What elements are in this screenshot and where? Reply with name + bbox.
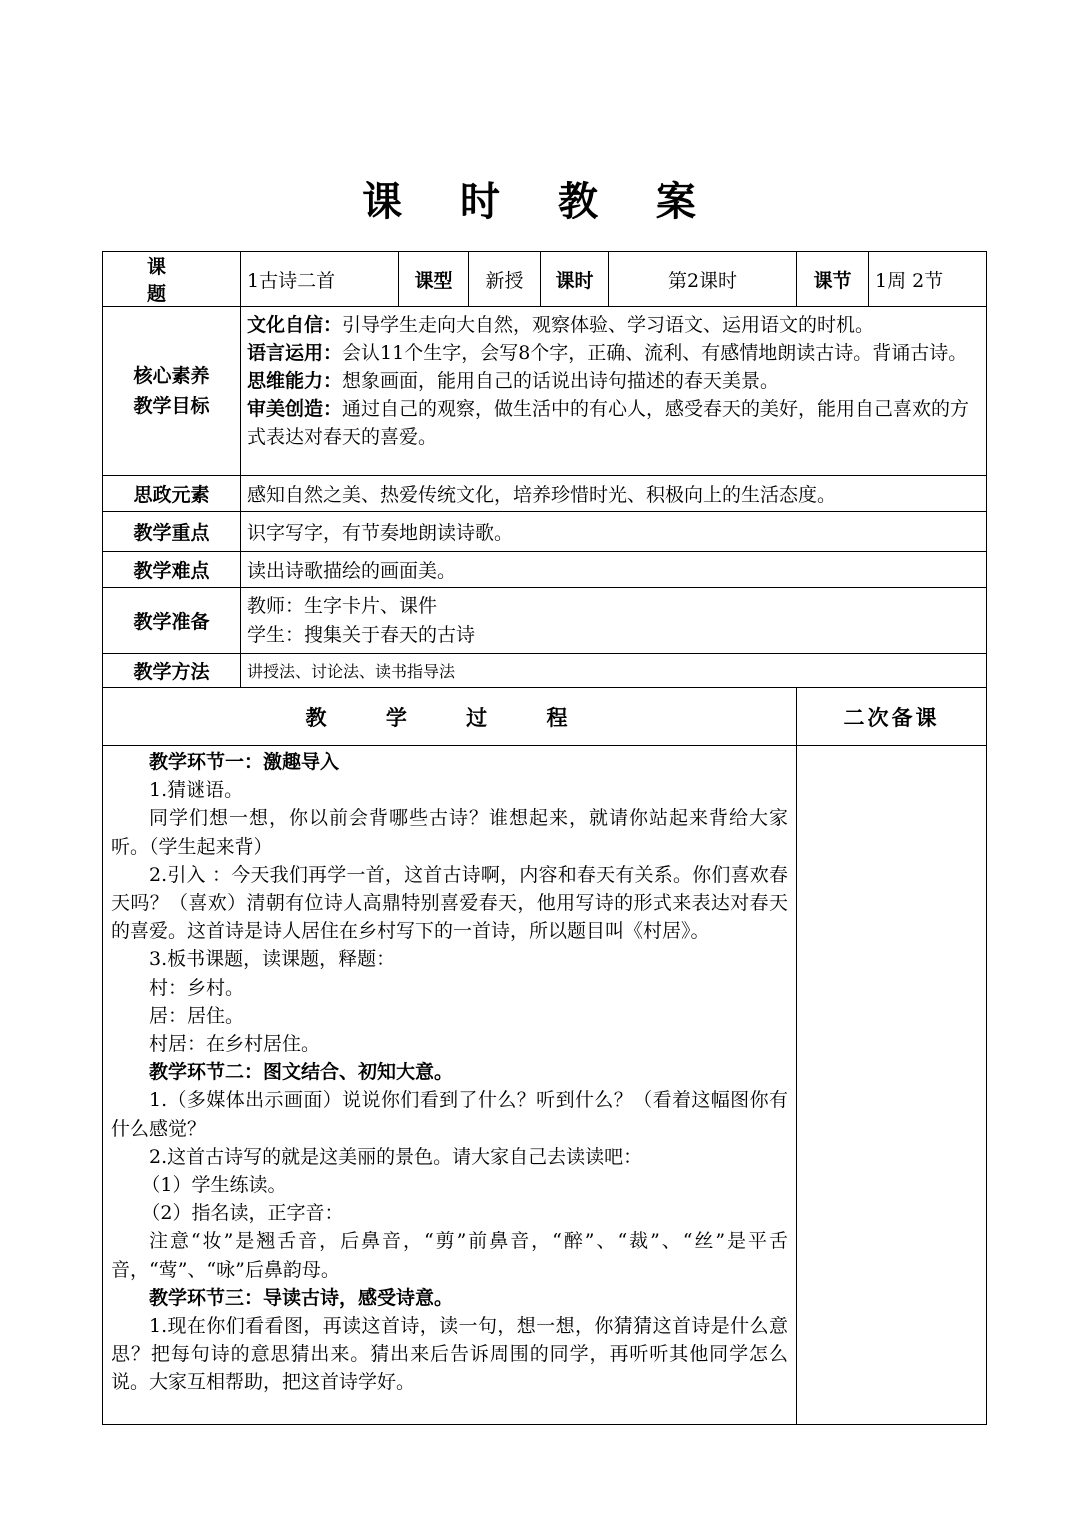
stage-title: 教学环节二：图文结合、初知大意。: [149, 1061, 454, 1084]
process-paragraph: 同学们想一想，你以前会背哪些古诗？谁想起来，就请你站起来背给大家听。（学生起来背）: [111, 807, 788, 858]
ideology-value: 感知自然之美、热爱传统文化，培养珍惜时光、积极向上的生活态度。: [241, 476, 987, 512]
prep-row: [103, 588, 987, 654]
process-paragraph: 村：乡村。: [149, 976, 245, 999]
period-value: 第2课时: [609, 252, 797, 307]
prep-label: 教学准备: [103, 588, 241, 654]
goal-text: 想象画面，能用自己的话说出诗句描述的春天美景。: [342, 370, 780, 392]
goal-head: 语言运用：: [247, 342, 343, 364]
difficulty-row: [103, 552, 987, 588]
process-paragraph: （1）学生练读。: [141, 1174, 287, 1197]
goals-label-line2: 教学目标: [133, 395, 210, 417]
header-row: [103, 252, 987, 307]
process-paragraph: 1.猜谜语。: [149, 779, 244, 802]
section-value: 1周 2节: [869, 252, 987, 307]
goal-head: 思维能力：: [247, 370, 343, 392]
stage-title: 教学环节一：激趣导入: [149, 751, 340, 773]
key-row: [103, 512, 987, 552]
page-title: 课 时 教 案: [362, 179, 718, 225]
difficulty-label: 教学难点: [103, 552, 241, 588]
process-paragraph: 2.这首古诗写的就是这美丽的景色。请大家自己去读读吧：: [149, 1145, 643, 1168]
prep-teacher: 教师：生字卡片、课件: [247, 594, 438, 617]
process-paragraph: 2.引入 ：今天我们再学一首，这首古诗啊，内容和春天有关系。你们喜欢春天吗？（喜欢）清朝有位诗人高鼎特别喜爱春天，他用写诗的形式来表达对春天的喜爱。这首诗是诗人居住在乡村写下的一首诗，所以题目叫《村居》。: [111, 863, 788, 943]
method-label: 教学方法: [103, 654, 241, 688]
goal-item: [247, 367, 980, 395]
process-paragraph: 注意“妆”是翘舌音，后鼻音，“剪”前鼻音，“醉”、“裁”、“丝”是平舌音，“莺”、“咏”后鼻韵母。: [111, 1230, 788, 1281]
process-paragraph: 1.（多媒体出示画面）说说你们看到了什么？听到什么？（看着这幅图你有什么感觉？: [111, 1089, 788, 1140]
prep-student: 学生：搜集关于春天的古诗: [247, 623, 476, 646]
goal-item: [247, 395, 980, 451]
process-paragraph: 3.板书课题，读课题，释题：: [149, 948, 396, 971]
goal-item: [247, 339, 980, 367]
ideology-row: [103, 476, 987, 512]
topic-label: 课 题: [103, 252, 241, 307]
section-label: 课节: [797, 252, 869, 307]
period-label: 课时: [541, 252, 609, 307]
goal-head: 审美创造：: [247, 398, 343, 420]
process-paragraph: 1.现在你们看看图，再读这首诗，读一句，想一想，你猜猜这首诗是什么意思？把每句诗的意思猜出来。猜出来后告诉周围的同学，再听听其他同学怎么说。大家互相帮助，把这首诗学好。: [111, 1315, 788, 1394]
second-prep-header: 二次备课: [797, 688, 987, 746]
key-value: 识字写字，有节奏地朗读诗歌。: [241, 512, 987, 552]
type-value: 新授: [469, 252, 541, 307]
prep-content: [241, 588, 987, 654]
ideology-label: 思政元素: [103, 476, 241, 512]
lesson-plan-table: [102, 251, 987, 1425]
goal-text: 会认11个生字，会写8个字，正确、流利、有感情地朗读古诗。背诵古诗。: [342, 342, 968, 364]
process-paragraph: （2）指名读，正字音：: [141, 1202, 344, 1225]
topic-value: 1古诗二首: [241, 252, 399, 307]
goal-text: 通过自己的观察，做生活中的有心人，感受春天的美好，能用自己喜欢的方式表达对春天的喜爱。: [247, 398, 970, 448]
method-value: 讲授法、讨论法、读书指导法: [241, 654, 987, 688]
goal-text: 引导学生走向大自然，观察体验、学习语文、运用语文的时机。: [342, 314, 875, 336]
goals-label: [103, 307, 241, 476]
goals-label-line1: 核心素养: [133, 365, 210, 387]
process-body-row: [103, 746, 987, 1425]
second-prep-cell: [797, 746, 987, 1425]
process-paragraph: 居：居住。: [149, 1004, 245, 1027]
method-row: [103, 654, 987, 688]
stage-title: 教学环节三：导读古诗，感受诗意。: [149, 1286, 454, 1309]
goal-item: [247, 311, 980, 339]
process-content: [103, 746, 797, 1425]
goal-head: 文化自信：: [247, 314, 343, 336]
process-paragraph: 村居：在乡村居住。: [149, 1033, 321, 1056]
key-label: 教学重点: [103, 512, 241, 552]
process-header: 教 学 过 程: [103, 688, 797, 746]
difficulty-value: 读出诗歌描绘的画面美。: [241, 552, 987, 588]
goals-content: [241, 307, 987, 476]
goals-row: [103, 307, 987, 476]
type-label: 课型: [399, 252, 469, 307]
process-header-row: [103, 688, 987, 746]
